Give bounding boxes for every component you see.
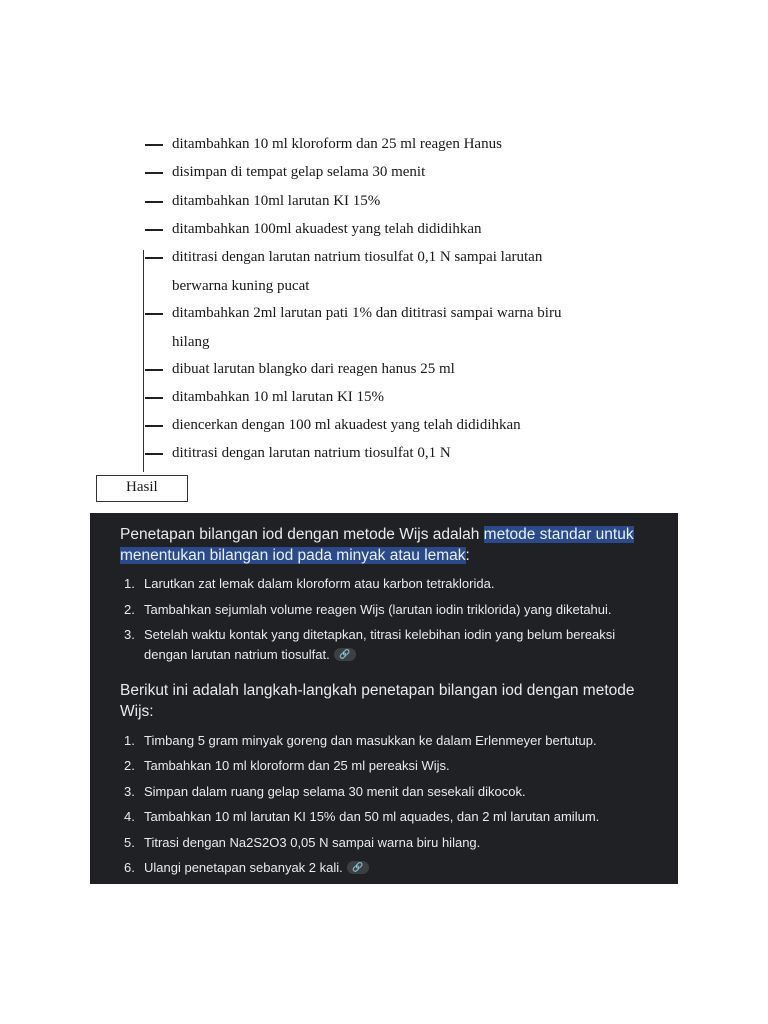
flow-dash (145, 397, 163, 399)
flow-step (0, 161, 640, 183)
heading-line: Berikut ini adalah langkah-langkah penetapan bilangan iod dengan metode (120, 682, 635, 699)
list-text: Ulangi penetapan sebanyak 2 kali. (144, 860, 343, 875)
result-box (96, 475, 188, 502)
intro-paragraph (120, 524, 660, 566)
link-icon[interactable]: 🔗 (334, 648, 356, 661)
flow-step (0, 190, 640, 212)
flow-step-text: ditambahkan 2ml larutan pati 1% dan dititrasi sampai warna biru (172, 305, 562, 321)
list-item (124, 574, 644, 594)
list-number: 1. (124, 733, 135, 748)
flow-step-continuation: berwarna kuning pucat (172, 278, 310, 294)
list-number: 2. (124, 602, 135, 617)
list-item (124, 858, 644, 878)
list-item (124, 807, 644, 827)
list-text: Timbang 5 gram minyak goreng dan masukkan ke dalam Erlenmeyer bertutup. (144, 733, 597, 748)
flow-step-text: dititrasi dengan larutan natrium tiosulfat 0,1 N (172, 445, 451, 461)
intro-end: : (465, 547, 470, 564)
flow-step (0, 358, 640, 380)
flow-step-text: ditambahkan 10 ml larutan KI 15% (172, 389, 385, 405)
flow-dash (145, 369, 163, 371)
flow-step-text: diencerkan dengan 100 ml akuadest yang telah dididihkan (172, 417, 521, 433)
flow-dash (145, 425, 163, 427)
flow-step-text: dititrasi dengan larutan natrium tiosulfat 0,1 N sampai larutan (172, 249, 543, 265)
flow-step (0, 246, 640, 268)
list-text: Tambahkan 10 ml larutan KI 15% dan 50 ml aquades, dan 2 ml larutan amilum. (144, 809, 600, 824)
list-text: Larutkan zat lemak dalam kloroform atau karbon tetraklorida. (144, 576, 495, 591)
flow-step (0, 302, 640, 324)
flow-step-text: ditambahkan 100ml akuadest yang telah dididihkan (172, 221, 482, 237)
list-text: Titrasi dengan Na2S2O3 0,05 N sampai warna biru hilang. (144, 835, 481, 850)
list-text-continuation: dengan larutan natrium tiosulfat. (144, 647, 330, 662)
section-heading (120, 680, 660, 722)
list-item (124, 600, 644, 620)
flow-step (0, 442, 640, 464)
flow-dash (145, 172, 163, 174)
list-text: Tambahkan sejumlah volume reagen Wijs (larutan iodin triklorida) yang diketahui. (144, 602, 612, 617)
list-item (124, 782, 644, 802)
list-number: 1. (124, 576, 135, 591)
flow-step-continuation: hilang (172, 334, 210, 350)
list-number: 2. (124, 758, 135, 773)
intro-highlight: menentukan bilangan iod pada minyak atau lemak (120, 547, 466, 564)
list-item (124, 756, 644, 776)
list-number: 4. (124, 809, 135, 824)
list-text: Simpan dalam ruang gelap selama 30 menit dan sesekali dikocok. (144, 784, 526, 799)
flow-dash (145, 144, 163, 146)
list-number: 5. (124, 835, 135, 850)
list-number: 6. (124, 860, 135, 875)
flow-step-text: dibuat larutan blangko dari reagen hanus 25 ml (172, 361, 455, 377)
flow-step-text: ditambahkan 10ml larutan KI 15% (172, 193, 381, 209)
flow-step (0, 414, 640, 436)
ai-answer-panel (90, 513, 678, 884)
flow-step-text: disimpan di tempat gelap selama 30 menit (172, 164, 426, 180)
flow-step (0, 133, 640, 155)
flow-dash (145, 229, 163, 231)
flow-step (0, 218, 640, 240)
list-item (124, 625, 644, 665)
flow-dash (145, 453, 163, 455)
flowchart (0, 0, 768, 510)
list-item (124, 731, 644, 751)
flow-dash (145, 201, 163, 203)
flow-step (0, 386, 640, 408)
heading-line: Wijs: (120, 703, 154, 720)
list-number: 3. (124, 784, 135, 799)
flow-step-text: ditambahkan 10 ml kloroform dan 25 ml reagen Hanus (172, 136, 502, 152)
list-text: Tambahkan 10 ml kloroform dan 25 ml pereaksi Wijs. (144, 758, 450, 773)
link-icon[interactable]: 🔗 (347, 861, 369, 874)
result-box-label: Hasil (126, 479, 158, 495)
flow-dash (145, 313, 163, 315)
list-text: Setelah waktu kontak yang ditetapkan, titrasi kelebihan iodin yang belum bereaksi (144, 627, 616, 642)
intro-text: Penetapan bilangan iod dengan metode Wijs adalah (120, 526, 484, 543)
list-number: 3. (124, 627, 135, 642)
list-item (124, 833, 644, 853)
intro-highlight: metode standar untuk (483, 526, 634, 543)
flow-dash (145, 257, 163, 259)
